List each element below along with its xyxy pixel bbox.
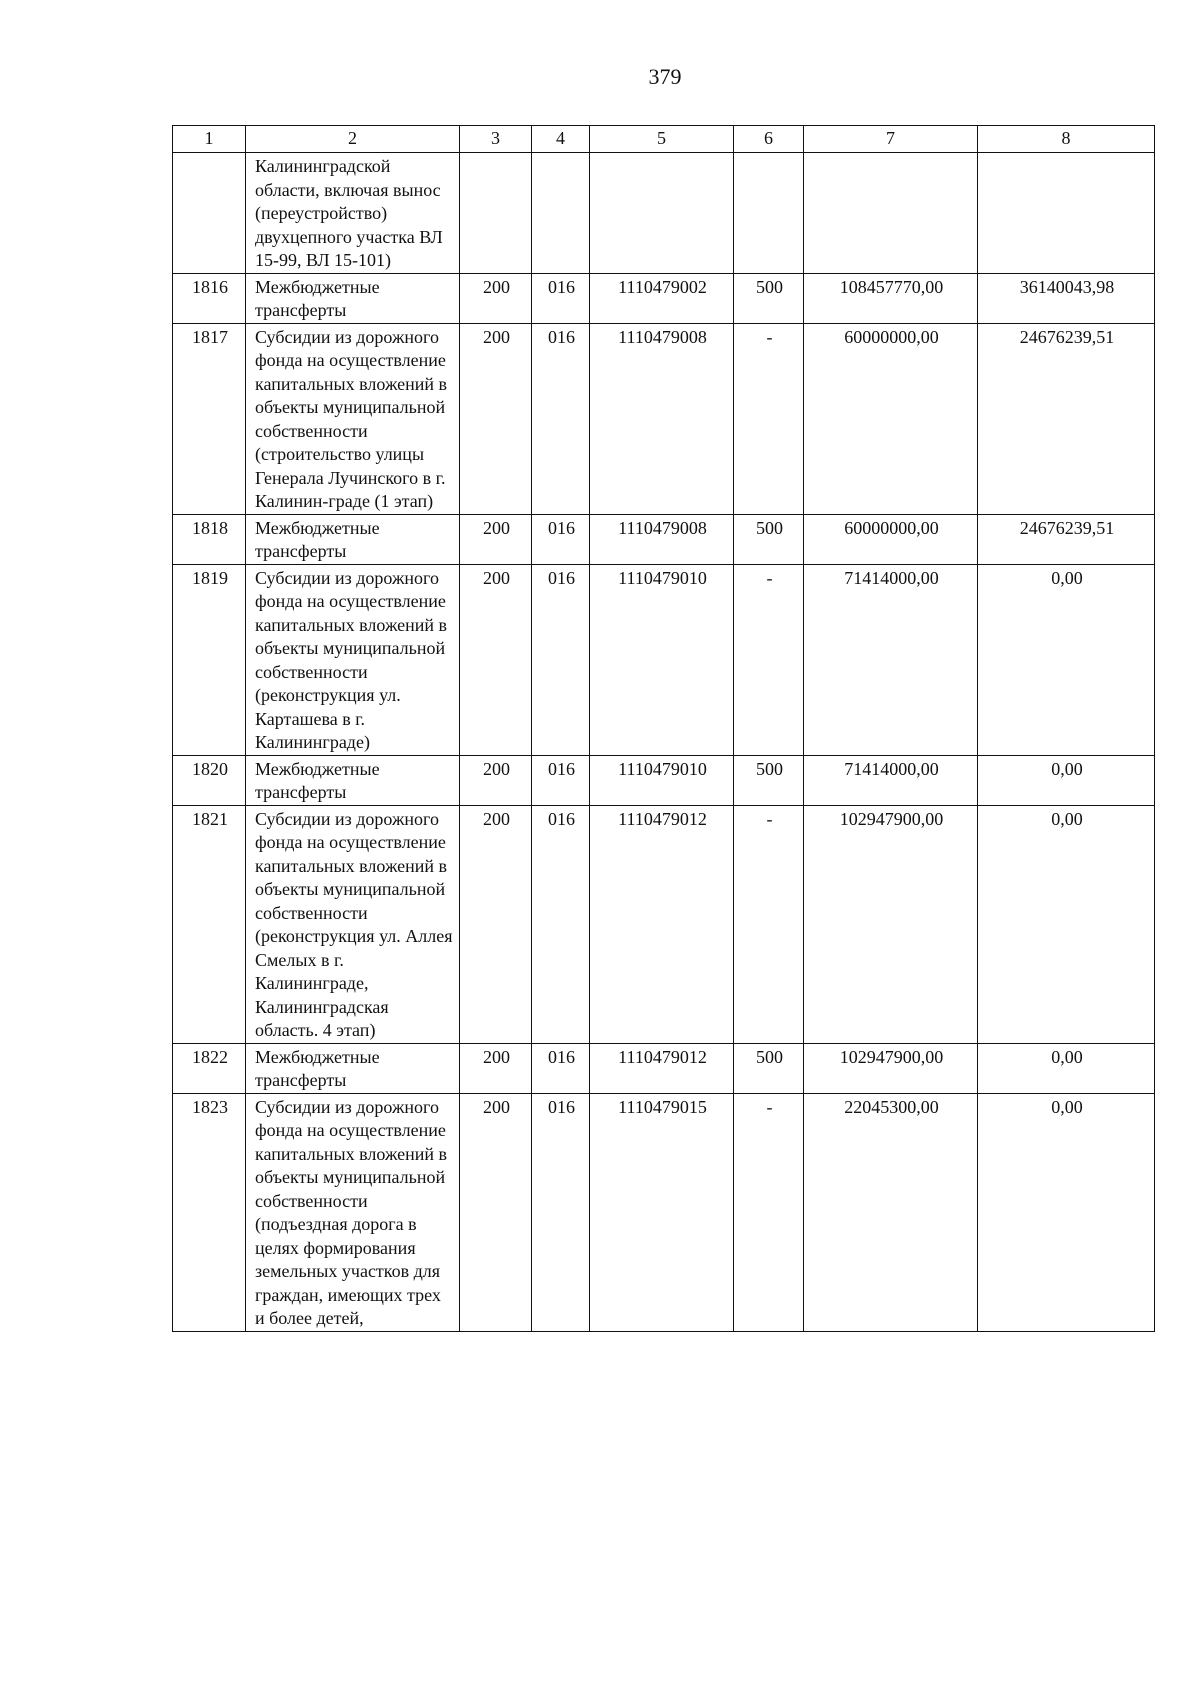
code-6-cell: - [734, 1093, 804, 1331]
table-row [173, 323, 1155, 514]
amount-8-cell: 0,00 [978, 755, 1155, 805]
code-5-cell: 1110479012 [590, 1043, 734, 1093]
table-row [173, 273, 1155, 323]
description-cell: Межбюджетные трансферты [246, 273, 460, 323]
row-number-cell [173, 153, 246, 274]
table-row [173, 153, 1155, 274]
code-5-cell: 1110479002 [590, 273, 734, 323]
code-6-cell: 500 [734, 1043, 804, 1093]
amount-7-cell: 102947900,00 [804, 1043, 978, 1093]
code-6-cell: 500 [734, 273, 804, 323]
description-cell: Субсидии из дорожного фонда на осуществление капитальных вложений в объекты муниципальной собственности (строительство улицы Генерала Лучинского в г. Калинин-граде (1 этап) [246, 323, 460, 514]
code-4-cell: 016 [532, 805, 590, 1043]
table-row [173, 1043, 1155, 1093]
amount-7-cell: 102947900,00 [804, 805, 978, 1043]
table-row [173, 755, 1155, 805]
code-3-cell: 200 [460, 1093, 532, 1331]
code-5-cell: 1110479008 [590, 323, 734, 514]
row-number-cell: 1817 [173, 323, 246, 514]
code-4-cell: 016 [532, 273, 590, 323]
amount-8-cell [978, 153, 1155, 274]
amount-8-cell: 0,00 [978, 1093, 1155, 1331]
column-header: 7 [804, 126, 978, 153]
code-5-cell: 1110479015 [590, 1093, 734, 1331]
code-6-cell: 500 [734, 514, 804, 564]
code-3-cell: 200 [460, 273, 532, 323]
code-3-cell: 200 [460, 805, 532, 1043]
amount-7-cell: 60000000,00 [804, 514, 978, 564]
row-number-cell: 1816 [173, 273, 246, 323]
code-6-cell: 500 [734, 755, 804, 805]
code-3-cell: 200 [460, 564, 532, 755]
code-4-cell: 016 [532, 323, 590, 514]
column-header: 2 [246, 126, 460, 153]
row-number-cell: 1818 [173, 514, 246, 564]
code-6-cell: - [734, 564, 804, 755]
column-header: 3 [460, 126, 532, 153]
code-6-cell: - [734, 805, 804, 1043]
code-3-cell: 200 [460, 755, 532, 805]
page-number: 379 [648, 64, 682, 89]
table-row [173, 564, 1155, 755]
code-5-cell: 1110479010 [590, 564, 734, 755]
code-3-cell [460, 153, 532, 274]
code-3-cell: 200 [460, 1043, 532, 1093]
code-4-cell: 016 [532, 564, 590, 755]
code-6-cell: - [734, 323, 804, 514]
description-cell: Межбюджетные трансферты [246, 514, 460, 564]
description-cell: Межбюджетные трансферты [246, 1043, 460, 1093]
column-header: 1 [173, 126, 246, 153]
column-header: 6 [734, 126, 804, 153]
description-cell: Межбюджетные трансферты [246, 755, 460, 805]
amount-8-cell: 0,00 [978, 564, 1155, 755]
code-3-cell: 200 [460, 514, 532, 564]
table-row [173, 514, 1155, 564]
description-cell: Субсидии из дорожного фонда на осуществление капитальных вложений в объекты муниципальной собственности (подъездная дорога в целях формирования земельных участков для граждан, имеющих трех и более детей, [246, 1093, 460, 1331]
budget-table [172, 125, 1155, 1332]
amount-8-cell: 24676239,51 [978, 323, 1155, 514]
table-row [173, 805, 1155, 1043]
amount-8-cell: 0,00 [978, 805, 1155, 1043]
amount-7-cell: 71414000,00 [804, 755, 978, 805]
code-5-cell: 1110479010 [590, 755, 734, 805]
row-number-cell: 1820 [173, 755, 246, 805]
description-cell: Субсидии из дорожного фонда на осуществление капитальных вложений в объекты муниципальной собственности (реконструкция ул. Карташева в г. Калининграде) [246, 564, 460, 755]
description-cell: Калининградской области, включая вынос (переустройство) двухцепного участка ВЛ 15-99, ВЛ 15-101) [246, 153, 460, 274]
amount-7-cell [804, 153, 978, 274]
code-4-cell [532, 153, 590, 274]
code-4-cell: 016 [532, 755, 590, 805]
table-row [173, 1093, 1155, 1331]
row-number-cell: 1823 [173, 1093, 246, 1331]
column-header: 4 [532, 126, 590, 153]
code-5-cell [590, 153, 734, 274]
description-cell: Субсидии из дорожного фонда на осуществление капитальных вложений в объекты муниципальной собственности (реконструкция ул. Аллея Смелых в г. Калининграде, Калининградская область. 4 этап) [246, 805, 460, 1043]
row-number-cell: 1819 [173, 564, 246, 755]
code-3-cell: 200 [460, 323, 532, 514]
row-number-cell: 1821 [173, 805, 246, 1043]
code-4-cell: 016 [532, 1043, 590, 1093]
row-number-cell: 1822 [173, 1043, 246, 1093]
amount-7-cell: 108457770,00 [804, 273, 978, 323]
column-header: 8 [978, 126, 1155, 153]
amount-7-cell: 71414000,00 [804, 564, 978, 755]
amount-8-cell: 0,00 [978, 1043, 1155, 1093]
amount-7-cell: 22045300,00 [804, 1093, 978, 1331]
table-header-row [173, 126, 1155, 153]
code-6-cell [734, 153, 804, 274]
amount-8-cell: 24676239,51 [978, 514, 1155, 564]
code-4-cell: 016 [532, 514, 590, 564]
code-5-cell: 1110479012 [590, 805, 734, 1043]
amount-7-cell: 60000000,00 [804, 323, 978, 514]
code-5-cell: 1110479008 [590, 514, 734, 564]
column-header: 5 [590, 126, 734, 153]
amount-8-cell: 36140043,98 [978, 273, 1155, 323]
code-4-cell: 016 [532, 1093, 590, 1331]
